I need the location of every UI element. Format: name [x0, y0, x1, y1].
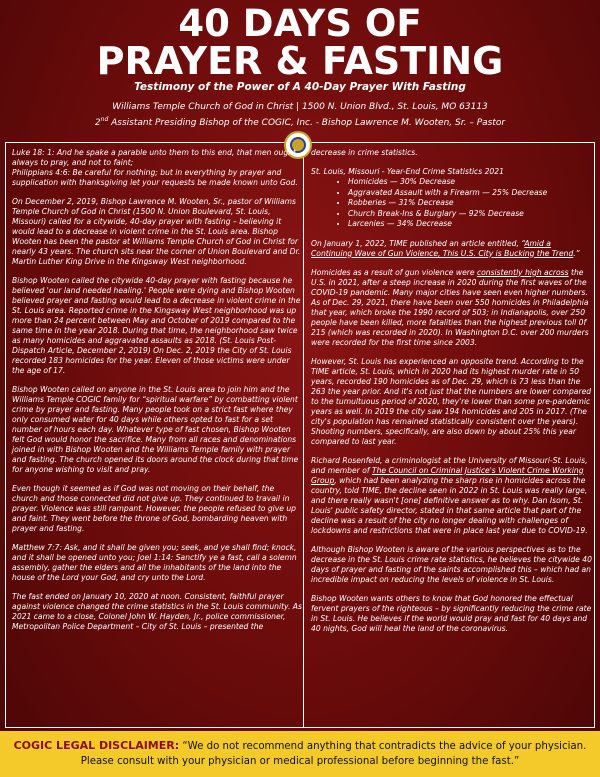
paragraph-perspectives: Although Bishop Wooten is aware of the various perspectives as to the decrease in the St. Louis crime rate statistics, he believes the citywide 40 days of prayer and fasting of the saints accomplished this – which had an incredible impact on reducing the levels of violence in St. Louis. [311, 544, 592, 584]
church-address: Williams Temple Church of God in Christ | 1500 N. Union Blvd., St. Louis, MO 63113 [112, 102, 488, 112]
bishop-ordinal: nd [100, 116, 109, 123]
subtitle: Testimony of the Power of A 40-Day Prayer With Fasting [134, 81, 466, 93]
bishop-rest: Assistant Presiding Bishop of the COGIC, Inc. - Bishop Lawrence M. Wooten, Sr. – Pastor [108, 118, 506, 128]
paragraph-reason: Bishop Wooten called the citywide 40-day prayer with fasting because he believed 'our land needed healing.' People were dying and Bishop Wooten believed prayer and fasting would lead to a decrease in violent crime in the St. Louis area. Reported crime in the Kingsway West neighborhood was up more than 24 percent between May and October of 2019 compared to the same time in the year 2018. During that time, the neighborhood saw twice as many homicides and aggravated assaults as 2018. (St. Louis Post-Dispatch Article, December 2, 2019) On Dec. 2, 2019 the City of St. Louis recorded 183 homicides for the year. Eleven of those victims were under the age of 17. [12, 276, 301, 375]
list-item: • Homicides — 30% Decrease [348, 177, 592, 188]
disclaimer-line-2: Please consult with your physician or medical professional before beginning the fast.” [80, 756, 520, 767]
paragraph-intro: On December 2, 2019, Bishop Lawrence M. Wooten, Sr., pastor of Williams Temple Church of God in Christ (1500 N. Union Boulevard, St. Louis, Missouri) called for a citywide, 40-day prayer with fasting – believing it would lead to a decrease in violent crime in the St. Louis area. Bishop Wooten has been the pastor at Williams Temple Church of God in Christ for nearly 43 years. The church sits near the corner of Union Boulevard and Dr. Martin Luther King Drive in the Kingsway West neighborhood. [12, 197, 301, 266]
paragraph-time-article: On January 1, 2022, TIME published an article entitled, “Amid a Continuing Wave of Gun Violence, This U.S. City is Bucking the Trend.” [311, 238, 580, 258]
paragraph-opposite-trend: However, St. Louis has experienced an opposite trend. According to the TIME article, St. Louis, which in 2020 had its highest murder rate in 50 years, recorded 190 homicides as of Dec. 29, which is 73 less than the 263 the year prior. And it's not just that the numbers are lower compared to the tumultuous period of 2020, they're lower than some pre-pandemic years as well. In 2019 the city saw 194 homicides and 205 in 2017. (The city's population has remained statistically consistent over the years). Shooting numbers, specifically, are also down by about 25% this year compared to last year. [311, 356, 592, 446]
scripture-matthew-joel: Matthew 7:7: Ask, and it shall be given you; seek, and ye shall find; knock, and it shall be opened unto you; Joel 1:14: Sanctify ye a fast, call a solemn assembly, gather the elders and all the inhabitants of the land into the house of the Lord your God, and cry unto the Lord. [12, 543, 297, 582]
paragraph-gun-violence: Homicides as a result of gun violence were consistently high across the U.S. in 2021, after a steep increase in 2020 during the first waves of the COVID-19 pandemic. Many major cities have seen even higher numbers. As of Dec. 29, 2021, there have been over 550 homicides in Philadelphia that year, which broke the 1990 record of 503; in Indianapolis, over 250 people have been killed, more fatalities than the highest previous toll 0f 215 (which was recorded in 2020). In Washington D.C. over 200 murders were recorded for the first time since 2003. [311, 267, 589, 347]
stats-list [348, 177, 592, 230]
stats-title: St. Louis, Missouri - Year-End Crime Statistics 2021 [311, 167, 504, 176]
title-line-1: 40 DAYS OF [178, 2, 422, 45]
scripture-philippians: Philippians 4:6: Be careful for nothing; but in everything by prayer and supplication with thanksgiving let your requests be made known unto God. [12, 168, 298, 187]
disclaimer-label: COGIC LEGAL DISCLAIMER: [13, 739, 180, 752]
bishop-num: 2 [94, 118, 101, 128]
list-item: • Church Break-Ins & Burglary — 92% Decrease [348, 209, 592, 220]
disclaimer-text-1: “We do not recommend anything that contradicts the advice of your physician. [179, 741, 587, 752]
paragraph-fast-ended: The fast ended on January 10, 2020 at noon. Consistent, faithful prayer against violence changed the crime statistics in the St. Louis community. As 2021 came to a close, Colonel John W. Hayden, Jr., police commissioner, Metropolitan Police Department – City of St. Louis – presented the [12, 592, 302, 631]
disclaimer-line-1 [0, 738, 600, 754]
column-divider [303, 156, 304, 728]
legal-disclaimer [0, 731, 600, 777]
paragraph-continued: decrease in crime statistics. [311, 148, 418, 157]
title-line-2: PRAYER & FASTING [96, 39, 504, 83]
paragraph-conclusion: Bishop Wooten wants others to know that God honored the effectual fervent prayers of the righteous – by significantly reducing the crime rate in St. Louis. He believes if the world would pray and fast for 40 days and 40 nights, God will heal the land of the coronavirus. [311, 593, 592, 633]
paragraph-persistence: Even though it seemed as if God was not moving on their behalf, the church and those connected did not give up. They continued to travail in prayer. Violence was still rampant. However, the people refused to give up and faint. They went before the throne of God, bombarding heaven with prayer and fasting. [12, 484, 297, 533]
bishop-line [0, 114, 600, 129]
list-item: • Larcenies — 34% Decrease [348, 219, 592, 230]
council-link[interactable]: The Council on Criminal Justice's Violent Crime Working Group [311, 465, 584, 485]
consistently-high-link[interactable]: consistently high across [476, 267, 569, 277]
paragraph-call: Bishop Wooten called on anyone in the St. Louis area to join him and the Williams Temple COGIC family for “spiritual warfare” by combatting violent crime by prayer and fasting. Many people took on a strict fast where they only consumed water for 40 days while others opted to fast for a set number of hours each day. Whatever type of fast chosen, Bishop Wooten felt God would honor the sacrifice. Many from all races and denominations joined in with Bishop Wooten and the Williams Temple family with prayer and fasting. The church opened its doors around the clock during that time for anyone wishing to visit and pray. [12, 385, 299, 474]
paragraph-rosenfeld: Richard Rosenfeld, a criminologist at the University of Missouri-St. Louis, and member of The Council on Criminal Justice's Violent Crime Working Group, which had been analyzing the sharp rise in homicides across the country, told TIME, the decline seen in 2022 in St. Louis was really large, and there really wasn't [one] definitive answer as to why. Dan Isom, St. Louis' public safety director, stated in that same article that part of the decline was a result of the city no longer dealing with challenges of lockdowns and restrictions that were in place last year due to COVID-19. [311, 455, 588, 535]
list-item: • Robberies — 31% Decrease [348, 198, 592, 209]
scripture-luke: Luke 18: 1: And he spake a parable unto them to this end, that men ought always to pray, and not to faint; [12, 148, 296, 167]
left-column [12, 148, 302, 641]
list-item: • Aggravated Assault with a Firearm — 25% Decrease [348, 188, 592, 199]
right-column [311, 148, 592, 643]
header [0, 0, 600, 132]
time-article-link[interactable]: Amid a Continuing Wave of Gun Violence, This U.S. City is Bucking the Trend [311, 238, 574, 258]
